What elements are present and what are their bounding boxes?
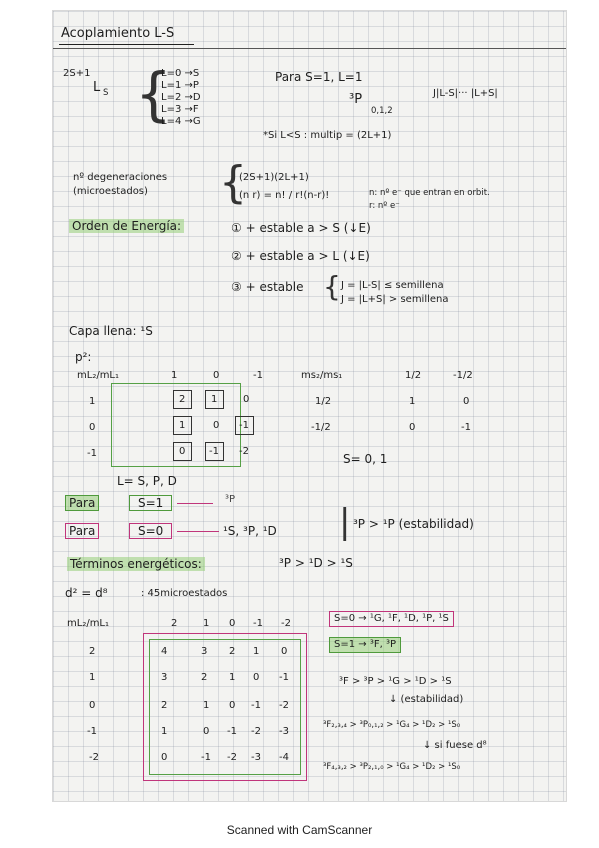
p2-row-0: 0 [89, 422, 96, 433]
p2-col-m1: -1 [253, 370, 263, 381]
para-s1-l1: Para S=1, L=1 [275, 70, 363, 84]
ms-row-mhalf: -1/2 [311, 422, 331, 433]
d2-cell: 1 [203, 700, 210, 711]
energy-terms-label: Términos energéticos: [67, 557, 205, 571]
d2-cell: -3 [251, 752, 261, 763]
d2-cell: -1 [201, 752, 211, 763]
term-symbol: ³P [349, 92, 363, 107]
combination-formula: (n r) = n! / r!(n-r)! [239, 190, 330, 201]
degeneracy-formula: (2S+1)(2L+1) [239, 172, 309, 183]
L-value-2: L=2 →D [161, 92, 201, 103]
stability-note: ³P > ¹P (estabilidad) [353, 517, 474, 531]
L-value-1: L=1 →P [161, 80, 199, 91]
rule-3a: J = |L-S| ≤ semillena [341, 280, 444, 291]
d2-cell: -2 [279, 700, 289, 711]
ms-cell: 1 [409, 396, 416, 407]
p2-row-1: 1 [89, 396, 96, 407]
term-symbol-sub: 0,1,2 [371, 106, 393, 116]
p2-cell-value: 1 [211, 394, 218, 405]
j-range: J|L-S|··· |L+S| [433, 88, 498, 99]
l-values: L= S, P, D [117, 474, 177, 488]
term-S: S [103, 88, 109, 98]
d2-row: 1 [89, 672, 96, 683]
p2-cell-value: -1 [209, 446, 219, 457]
d2-heading: d² = d⁸ [65, 586, 108, 600]
s-values: S= 0, 1 [343, 452, 388, 466]
d2-s0-terms: S=0 → ¹G, ¹F, ¹D, ¹P, ¹S [329, 611, 454, 627]
ms-cell: 0 [409, 422, 416, 433]
d2-order-3: ³F₄,₃,₂ > ³P₂,₁,₀ > ¹G₄ > ¹D₂ > ¹S₀ [323, 762, 461, 772]
brace: { [135, 60, 172, 128]
ms-cell: 0 [463, 396, 470, 407]
d2-cell: -2 [251, 726, 261, 737]
p2-col-0: 0 [213, 370, 220, 381]
d2-cell: 0 [161, 752, 168, 763]
L-value-3: L=3 →F [161, 104, 199, 115]
microstates-label: (microestados) [73, 186, 148, 197]
p2-cell-value: 0 [213, 420, 220, 431]
d2-cell: 0 [229, 700, 236, 711]
ms-cell: -1 [461, 422, 471, 433]
para-s1-value: S=1 [129, 495, 172, 511]
title-underline [59, 44, 194, 45]
p2-col-header: mL₂/mL₁ [77, 370, 120, 381]
d2-cell: -1 [227, 726, 237, 737]
d2-col-header: mL₂/mL₁ [67, 618, 110, 629]
d2-order-1b: ↓ (estabilidad) [389, 694, 464, 705]
p2-cell-value: 0 [243, 394, 250, 405]
d2-cell: 4 [161, 646, 168, 657]
d2-cell: -1 [251, 700, 261, 711]
rule-1: ① + estable a > S (↓E) [231, 221, 371, 235]
page-title: Acoplamiento L-S [61, 26, 175, 41]
d2-cell: -3 [279, 726, 289, 737]
d2-order-2: ³F₂,₃,₄ > ³P₀,₁,₂ > ¹G₄ > ¹D₂ > ¹S₀ [323, 720, 461, 730]
ms-col-half: 1/2 [405, 370, 422, 381]
brace4: | [339, 502, 351, 542]
d2-order-1: ³F > ³P > ¹G > ¹D > ¹S [339, 676, 452, 687]
brace2: { [219, 157, 247, 208]
d2-cell: 1 [253, 646, 260, 657]
d2-s1-terms: S=1 → ³F, ³P [329, 637, 401, 653]
arrow-s1 [177, 503, 213, 504]
d2-cell: 2 [161, 700, 168, 711]
d2-col: 0 [229, 618, 236, 629]
title-divider [53, 48, 566, 49]
d2-cell: -2 [227, 752, 237, 763]
d2-cell: 3 [161, 672, 168, 683]
d2-cell: 1 [229, 672, 236, 683]
d2-col: 2 [171, 618, 178, 629]
rule-2: ② + estable a > L (↓E) [231, 249, 370, 263]
p2-row-m1: -1 [87, 448, 97, 459]
para-s0-label: Para [65, 523, 99, 539]
ms-row-half: 1/2 [315, 396, 332, 407]
rule-3b: J = |L+S| > semillena [341, 294, 449, 305]
p2-heading: p²: [75, 350, 92, 364]
full-shell: Capa llena: ¹S [69, 324, 153, 338]
p2-cell-value: -2 [239, 446, 249, 457]
energy-order-label: Orden de Energía: [69, 219, 184, 233]
degeneracy-label: nº degeneraciones [73, 172, 168, 183]
d2-row: -2 [89, 752, 99, 763]
L-value-4: L=4 →G [161, 116, 201, 127]
para-s1-result: ³P [225, 494, 236, 505]
d2-cell: -1 [279, 672, 289, 683]
energy-terms-value: ³P > ¹D > ¹S [279, 556, 353, 570]
d2-cell: 0 [253, 672, 260, 683]
d2-cell: 3 [201, 646, 208, 657]
d2-col: 1 [203, 618, 210, 629]
p2-col-1: 1 [171, 370, 178, 381]
d2-row: 2 [89, 646, 96, 657]
p2-cell-value: 0 [179, 446, 186, 457]
ms-col-header: ms₂/ms₁ [301, 370, 343, 381]
p2-cell-value: 1 [179, 420, 186, 431]
multiplicity-label: 2S+1 [63, 68, 91, 79]
brace3: { [323, 270, 341, 303]
d2-cell: 1 [161, 726, 168, 737]
scanned-notes-page [52, 10, 567, 802]
d2-cell: -4 [279, 752, 289, 763]
d2-col: -2 [281, 618, 291, 629]
d2-microstates: : 45microestados [141, 588, 228, 599]
arrow-s0 [177, 531, 219, 532]
p2-cell-value: -1 [239, 420, 249, 431]
n-definition: n: nº e⁻ que entran en orbit. [369, 188, 490, 198]
multiplicity-note: *Si L<S : multip = (2L+1) [263, 130, 392, 141]
para-s0-result: ¹S, ³P, ¹D [223, 524, 277, 538]
camscanner-footer: Scanned with CamScanner [226, 823, 373, 837]
rule-3: ③ + estable [231, 280, 304, 294]
p2-cell-value: 2 [179, 394, 186, 405]
para-s0-value: S=0 [129, 523, 172, 539]
d2-row: 0 [89, 700, 96, 711]
d2-cell: 0 [203, 726, 210, 737]
d2-col: -1 [253, 618, 263, 629]
term-L: L [93, 80, 101, 95]
para-s1-label: Para [65, 495, 99, 511]
d2-cell: 0 [281, 646, 288, 657]
L-value-0: L=0 →S [161, 68, 200, 79]
d2-row: -1 [87, 726, 97, 737]
d2-cell: 2 [201, 672, 208, 683]
d2-cell: 2 [229, 646, 236, 657]
d2-order-2b: ↓ si fuese d⁸ [423, 740, 487, 751]
r-definition: r: nº e⁻ [369, 201, 400, 211]
ms-col-mhalf: -1/2 [453, 370, 473, 381]
